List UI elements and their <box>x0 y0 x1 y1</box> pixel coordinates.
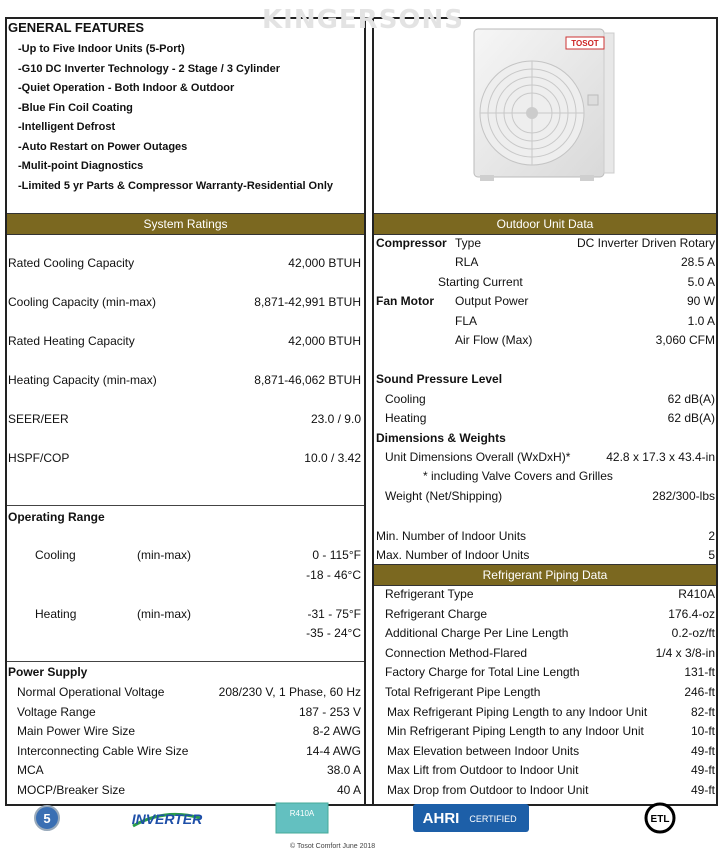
piping-value: 1/4 x 3/8-in <box>655 646 715 660</box>
piping-label: Factory Charge for Total Line Length <box>385 665 580 679</box>
inverter-logo-icon <box>132 811 203 827</box>
heating-range-f: -31 - 75°F <box>307 607 361 621</box>
feature-item: -Mulit-point Diagnostics <box>18 160 144 172</box>
dimensions-label: Unit Dimensions Overall (WxDxH)* <box>385 450 571 464</box>
etl-text: ETL <box>650 814 670 825</box>
etl-logo-icon <box>646 804 674 832</box>
watermark: KINGERSONS <box>262 5 465 35</box>
rating-label: Rated Cooling Capacity <box>8 256 135 270</box>
piping-value: 49-ft <box>690 763 715 777</box>
dimensions-note: * including Valve Covers and Grilles <box>423 469 613 483</box>
power-value: 40 A <box>336 783 361 797</box>
weight-label: Weight (Net/Shipping) <box>385 489 503 503</box>
copyright-text: © Tosot Comfort June 2018 <box>290 843 376 850</box>
power-label: Main Power Wire Size <box>17 724 136 738</box>
feature-item: -G10 DC Inverter Technology - 2 Stage / 3 Cylinder <box>18 62 281 75</box>
section-divider <box>7 505 364 506</box>
output-power-label: Output Power <box>455 294 529 308</box>
general-features-list <box>18 40 333 196</box>
dimensions-title: Dimensions & Weights <box>376 431 506 445</box>
rating-value: 8,871-42,991 BTUH <box>254 295 361 309</box>
rating-label: Cooling Capacity (min-max) <box>8 295 157 309</box>
rating-value: 42,000 BTUH <box>288 256 361 270</box>
piping-value: R410A <box>678 587 715 601</box>
max-indoor-units-value: 5 <box>708 548 715 562</box>
compressor-label: Compressor <box>376 236 447 250</box>
rating-value: 8,871-46,062 BTUH <box>254 373 361 387</box>
ahri-certified-text: CERTIFIED <box>469 814 517 824</box>
piping-label: Additional Charge Per Line Length <box>385 626 569 640</box>
feature-item: -Blue Fin Coil Coating <box>18 101 133 114</box>
piping-value: 49-ft <box>690 744 715 758</box>
air-flow-value: 3,060 CFM <box>655 333 715 347</box>
output-power-value: 90 W <box>686 294 715 308</box>
rating-label: HSPF/COP <box>8 451 70 465</box>
feature-item: -Quiet Operation - Both Indoor & Outdoor <box>18 82 235 94</box>
piping-label: Max Drop from Outdoor to Indoor Unit <box>387 783 589 797</box>
rating-label: Heating Capacity (min-max) <box>8 373 157 387</box>
five-port-number: 5 <box>43 811 51 826</box>
general-features-title: GENERAL FEATURES <box>8 20 145 35</box>
outdoor-unit-image <box>470 25 620 185</box>
air-flow-label: Air Flow (Max) <box>455 333 533 347</box>
cooling-range-f: 0 - 115°F <box>312 548 361 562</box>
feature-item: -Limited 5 yr Parts & Compressor Warranty-Residential Only <box>18 179 334 192</box>
feature-item: -Up to Five Indoor Units (5-Port) <box>18 43 185 55</box>
piping-label: Connection Method-Flared <box>385 646 528 660</box>
cooling-range-c: -18 - 46°C <box>306 568 361 582</box>
weight-value: 282/300-lbs <box>652 489 715 503</box>
piping-label: Max Lift from Outdoor to Indoor Unit <box>387 763 579 777</box>
r410a-logo-icon <box>276 803 328 833</box>
piping-label: Total Refrigerant Pipe Length <box>385 685 541 699</box>
power-value: 187 - 253 V <box>298 705 361 719</box>
power-label: MCA <box>17 763 44 777</box>
piping-label: Refrigerant Type <box>385 587 474 601</box>
brand-logo: TOSOT <box>571 39 599 48</box>
starting-current-label: Starting Current <box>438 275 523 289</box>
inverter-text: INVERTER <box>131 811 203 827</box>
ahri-certified-logo-icon <box>413 804 529 832</box>
rating-value: 23.0 / 9.0 <box>310 412 361 426</box>
rating-value: 42,000 BTUH <box>288 334 361 348</box>
type-label: Type <box>455 236 482 250</box>
piping-label: Refrigerant Charge <box>385 607 488 621</box>
piping-label: Max Elevation between Indoor Units <box>387 744 580 758</box>
rating-label: Rated Heating Capacity <box>8 334 135 348</box>
outdoor-unit-header: Outdoor Unit Data <box>374 213 716 235</box>
min-indoor-units-label: Min. Number of Indoor Units <box>376 529 527 543</box>
heating-minmax-label: (min-max) <box>137 607 191 621</box>
feature-item: -Intelligent Defrost <box>18 121 116 133</box>
fla-label: FLA <box>455 314 478 328</box>
piping-value: 82-ft <box>690 705 715 719</box>
power-value: 14-4 AWG <box>306 744 361 758</box>
sound-cooling-value: 62 dB(A) <box>667 392 715 406</box>
piping-label: Max Refrigerant Piping Length to any Indoor Unit <box>387 705 648 719</box>
power-supply-title: Power Supply <box>8 665 88 679</box>
sound-heating-label: Heating <box>385 411 427 425</box>
power-label: Interconnecting Cable Wire Size <box>17 744 189 758</box>
certification-logos <box>5 800 718 840</box>
five-port-badge-icon <box>35 806 59 830</box>
piping-value: 49-ft <box>690 783 715 797</box>
piping-value: 176.4-oz <box>668 607 715 621</box>
max-indoor-units-label: Max. Number of Indoor Units <box>376 548 530 562</box>
power-label: Normal Operational Voltage <box>17 685 165 699</box>
type-value: DC Inverter Driven Rotary <box>576 236 715 250</box>
r410a-text: R410A <box>289 809 315 818</box>
sound-cooling-label: Cooling <box>385 392 426 406</box>
rating-label: SEER/EER <box>8 412 69 426</box>
operating-range-title: Operating Range <box>8 510 105 524</box>
heating-range-label: Heating <box>35 607 77 621</box>
piping-value: 10-ft <box>690 724 715 738</box>
power-value: 8-2 AWG <box>312 724 361 738</box>
fla-value: 1.0 A <box>687 314 715 328</box>
power-label: Voltage Range <box>17 705 96 719</box>
piping-value: 0.2-oz/ft <box>671 626 715 640</box>
cooling-range-label: Cooling <box>35 548 76 562</box>
system-ratings-header: System Ratings <box>7 213 364 235</box>
piping-value: 246-ft <box>684 685 715 699</box>
starting-current-value: 5.0 A <box>687 275 715 289</box>
min-indoor-units-value: 2 <box>708 529 715 543</box>
power-value: 38.0 A <box>326 763 361 777</box>
column-divider-left <box>364 17 366 806</box>
feature-item: -Auto Restart on Power Outages <box>18 140 188 153</box>
sound-pressure-title: Sound Pressure Level <box>376 372 503 386</box>
power-label: MOCP/Breaker Size <box>17 783 126 797</box>
rla-label: RLA <box>455 255 479 269</box>
rating-value: 10.0 / 3.42 <box>304 451 361 465</box>
refrigerant-piping-header: Refrigerant Piping Data <box>374 564 716 586</box>
piping-value: 131-ft <box>684 665 715 679</box>
sound-heating-value: 62 dB(A) <box>667 411 715 425</box>
column-divider-right <box>372 17 374 806</box>
heating-range-c: -35 - 24°C <box>306 626 361 640</box>
ahri-text: AHRI <box>422 810 460 827</box>
piping-label: Min Refrigerant Piping Length to any Indoor Unit <box>387 724 644 738</box>
cooling-minmax-label: (min-max) <box>137 548 191 562</box>
power-value: 208/230 V, 1 Phase, 60 Hz <box>218 685 361 699</box>
fan-motor-label: Fan Motor <box>376 294 434 308</box>
section-divider <box>7 661 364 662</box>
rla-value: 28.5 A <box>680 255 715 269</box>
dimensions-value: 42.8 x 17.3 x 43.4-in <box>606 450 715 464</box>
